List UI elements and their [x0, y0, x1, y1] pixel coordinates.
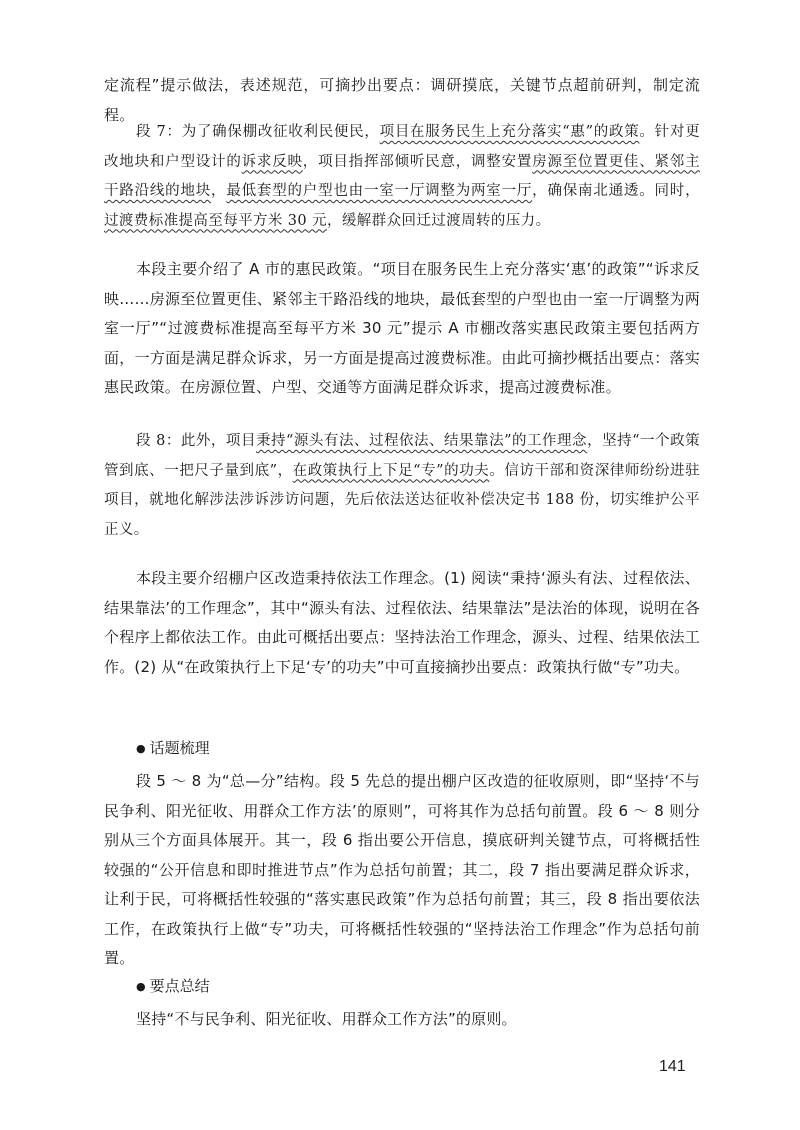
underlined-phrase: 在政策执行上下足“专”的功夫	[292, 462, 490, 479]
analysis-paragraph-7: 本段主要介绍了 A 市的惠民政策。“项目在服务民生上充分落实‘惠’的政策”“诉求反映……房源至位置更佳、紧邻主干路沿线的地块，最低套型的户型也由一室一厅调整为两室一厅”“过渡费标准提高至每平方米 30 元”提示 A 市棚改落实惠民政策主要包括两方面，一方面是满足群众诉求，另一方面是提高过渡费标准。由此可摘抄概括出要点：落实惠民政策。在房源位置、户型、交通等方面满足群众诉求，提高过渡费标准。	[104, 260, 700, 396]
paragraph-8: 段 8：此外，项目秉持“源头有法、过程依法、结果靠法”的工作理念，坚持“一个政策管到底、一把尺子量到底”，在政策执行上下足“专”的功夫。信访干部和资深律师纷纷进驻项目，就地化解涉法涉诉涉访问题，先后依法送达征收补偿决定书 188 份，切实维护公平正义。	[104, 433, 700, 538]
topic-heading: ● 话题梳理	[136, 739, 210, 757]
top-line-text: 定流程”提示做法，表述规范，可摘抄出要点：调研摸底，关键节点超前研判，制定流程。	[104, 76, 700, 124]
summary-paragraph: 坚持“不与民争利、阳光征收、用群众工作方法”的原则。	[136, 1010, 517, 1028]
underlined-phrase: 诉求反映	[241, 153, 303, 170]
summary-heading: ● 要点总结	[136, 977, 210, 995]
bullet-icon: ●	[136, 742, 146, 755]
underlined-phrase: 房源至位置更佳、紧邻主干路沿线的地块	[104, 153, 700, 199]
page-number: 141	[659, 1058, 686, 1075]
analysis-paragraph-8: 本段主要介绍棚户区改造秉持依法工作理念。(1) 阅读“秉持‘源头有法、过程依法、结果靠法’的工作理念”，其中“源头有法、过程依法、结果靠法”是法治的体现，说明在各个程序上都依法工作。由此可概括出要点：坚持法治工作理念，源头、过程、结果依法工作。(2) 从“在政策执行上下足‘专’的功夫”中可直接摘抄出要点：政策执行做“专”功夫。	[104, 569, 700, 676]
paragraph-7: 段 7：为了确保棚改征收利民便民，项目在服务民生上充分落实“惠”的政策。针对更改地块和户型设计的诉求反映，项目指挥部倾听民意，调整安置房源至位置更佳、紧邻主干路沿线的地块，最低套型的户型也由一室一厅调整为两室一厅，确保南北通透。同时，过渡费标准提高至每平方米 30 元，缓解群众回迁过渡周转的压力。	[104, 124, 700, 229]
underlined-phrase: 过渡费标准提高至每平方米 30 元	[104, 212, 327, 229]
underlined-phrase: 项目在服务民生上充分落实“惠”的政策	[379, 124, 640, 140]
topic-paragraph: 段 5 ～ 8 为“总—分”结构。段 5 先总的提出棚户区改造的征收原则，即“坚持‘不与民争利、阳光征收、用群众工作方法’的原则”，可将其作为总括句前置。段 6 ～ 8 则分别从三个方面具体展开。其一，段 6 指出要公开信息，摸底研判关键节点，可将概括性较强的“公开信息和即时推进节点”作为总括句前置；其二，段 7 指出要满足群众诉求，让利于民，可将概括性较强的“落实惠民政策”作为总括句前置；其三，段 8 指出要依法工作，在政策执行上做“专”功夫，可将概括性较强的“坚持法治工作理念”作为总括句前置。	[104, 772, 700, 967]
underlined-phrase: 最低套型的户型也由一室一厅调整为两室一厅	[226, 183, 533, 199]
bullet-icon: ●	[136, 980, 146, 993]
underlined-phrase: 秉持“源头有法、过程依法、结果靠法”的工作理念	[255, 433, 588, 449]
